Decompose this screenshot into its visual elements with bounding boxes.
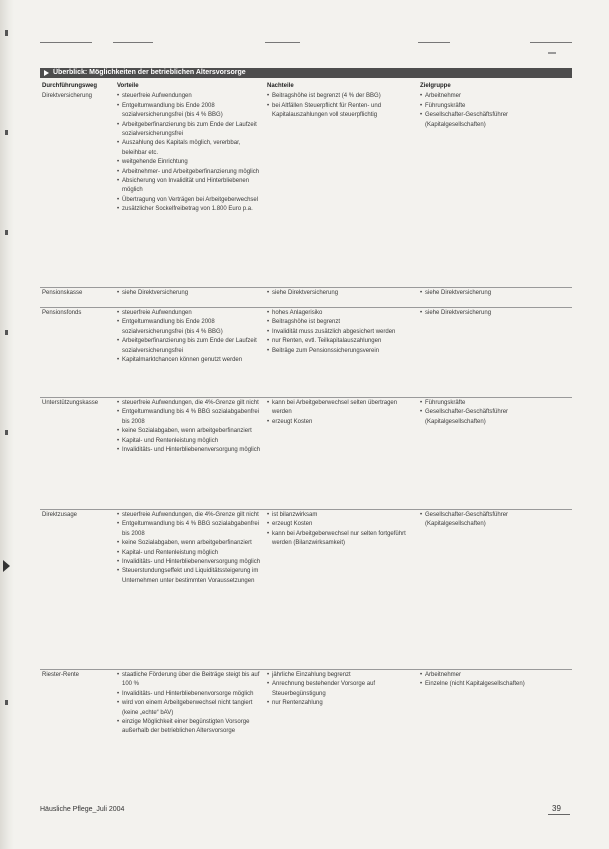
column-header: Zielgruppe [420, 83, 451, 89]
column-header: Vorteile [117, 83, 139, 89]
list-item: • Beiträge zum Pensionssicherungsverein [267, 347, 416, 356]
nachteile-list [267, 511, 416, 549]
list-item: • staatliche Förderung über die Beiträge steigt bis auf 100 % [117, 671, 263, 690]
list-item: • Arbeitgeberfinanzierung bis zum Ende der Laufzeit sozialversicherungsfrei [117, 121, 263, 140]
list-item: • zusätzlicher Sockelfreibetrag von 1.800 Euro p.a. [117, 205, 263, 214]
table-row [40, 509, 572, 669]
list-item: • Gesellschafter-Geschäftsführer (Kapitalgesellschaften) [420, 511, 570, 530]
cell-nachteile [265, 287, 418, 307]
list-item: • Arbeitnehmer [420, 671, 570, 680]
zielgruppe-list [420, 671, 570, 690]
list-item: • wird von einem Arbeitgeberwechsel nicht tangiert (keine „echte“ bAV) [117, 699, 263, 718]
nachteile-list [267, 399, 416, 427]
cell-vorteile [115, 509, 265, 669]
scan-edge-shadow [0, 0, 14, 849]
cell-durchfuehrungsweg: Unterstützungskasse [40, 397, 115, 509]
cell-vorteile [115, 397, 265, 509]
list-item: • erzeugt Kosten [267, 520, 416, 529]
list-item: • Einzelne (nicht Kapitalgesellschaften) [420, 680, 570, 689]
cell-durchfuehrungsweg: Direktversicherung [42, 93, 93, 100]
table-row [40, 397, 572, 509]
table-header-row [40, 82, 572, 91]
nachteile-list [267, 671, 416, 709]
list-item: • Invaliditäts- und Hinterbliebenenversorgung möglich [117, 558, 263, 567]
zielgruppe-list [420, 511, 570, 530]
page-number: 39 [552, 804, 561, 813]
cell-durchfuehrungsweg: Pensionsfonds [40, 307, 115, 397]
cell-zielgruppe [418, 509, 572, 669]
nachteile-list [267, 92, 416, 120]
list-item: • Invaliditäts- und Hinterbliebenenversorgung möglich [117, 446, 263, 455]
list-item: • Absicherung von Invalidität und Hinterbliebenen möglich [117, 177, 263, 196]
list-item: • ist bilanzwirksam [267, 511, 416, 520]
list-item: • steuerfreie Aufwendungen [117, 309, 263, 318]
list-item: • Arbeitnehmer [420, 92, 570, 101]
list-item: • steuerfreie Aufwendungen, die 4%-Grenze gilt nicht [117, 399, 263, 408]
list-item: • nur Rentenzahlung [267, 699, 416, 708]
cell-vorteile [115, 669, 265, 773]
list-item: • Gesellschafter-Geschäftsführer (Kapitalgesellschaften) [420, 111, 570, 130]
top-rule [40, 42, 92, 43]
cell-vorteile [115, 287, 265, 307]
list-item: • Führungskräfte [420, 102, 570, 111]
zielgruppe-list [420, 289, 570, 298]
column-header: Durchführungsweg [42, 83, 97, 89]
binding-mark [5, 700, 8, 705]
table-row [40, 91, 572, 287]
list-item: • nur Renten, evtl. Teilkapitalauszahlungen [267, 337, 416, 346]
list-item: • hohes Anlagerisiko [267, 309, 416, 318]
zielgruppe-list [420, 309, 570, 318]
list-item: • Beitragshöhe ist begrenzt [267, 318, 416, 327]
binding-mark [5, 30, 8, 36]
list-item: • bei Altfällen Steuerpflicht für Renten- und Kapitalauszahlungen voll steuerpflichtig [267, 102, 416, 121]
list-item: • Gesellschafter-Geschäftsführer (Kapitalgesellschaften) [420, 408, 570, 427]
vorteile-list [117, 671, 263, 737]
cell-nachteile [265, 509, 418, 669]
top-rule [418, 42, 450, 43]
cell-nachteile [265, 91, 418, 287]
list-item: • weitgehende Einrichtung [117, 158, 263, 167]
table-row [40, 669, 572, 773]
footer-rule [548, 814, 570, 815]
list-item: • einzige Möglichkeit einer begünstigten Vorsorge außerhalb der betrieblichen Altersvorsorge [117, 718, 263, 737]
cell-zielgruppe [418, 397, 572, 509]
list-item: • steuerfreie Aufwendungen [117, 92, 263, 101]
binding-mark [5, 430, 8, 435]
list-item: • Entgeltumwandlung bis 4 % BBG sozialabgabenfrei bis 2008 [117, 408, 263, 427]
vorteile-list [117, 309, 263, 365]
section-title: Überblick: Möglichkeiten der betrieblichen Altersvorsorge [53, 69, 246, 76]
cell-zielgruppe [418, 307, 572, 397]
column-header: Nachteile [267, 83, 294, 89]
cell-zielgruppe [418, 287, 572, 307]
list-item: • Kapital- und Rentenleistung möglich [117, 437, 263, 446]
list-item: • Entgeltumwandlung bis Ende 2008 sozialversicherungsfrei (bis 4 % BBG) [117, 318, 263, 337]
cell-zielgruppe [418, 91, 572, 287]
list-item: • steuerfreie Aufwendungen, die 4%-Grenze gilt nicht [117, 511, 263, 520]
list-item: • Steuerstundungseffekt und Liquiditätssteigerung im Unternehmen unter bestimmten Voraussetzungen [117, 567, 263, 586]
list-item: • Beitragshöhe ist begrenzt (4 % der BBG) [267, 92, 416, 101]
cell-vorteile [115, 307, 265, 397]
list-item: • erzeugt Kosten [267, 418, 416, 427]
section-header [40, 68, 572, 78]
vorteile-list [117, 289, 263, 298]
table-row [40, 307, 572, 397]
list-item: • Entgeltumwandlung bis 4 % BBG sozialabgabenfrei bis 2008 [117, 520, 263, 539]
nachteile-list [267, 289, 416, 298]
list-item: • siehe Direktversicherung [420, 289, 570, 298]
list-item: • Invalidität muss zusätzlich abgesichert werden [267, 328, 416, 337]
list-item: • Kapital- und Rentenleistung möglich [117, 549, 263, 558]
cell-nachteile [265, 307, 418, 397]
list-item: • Arbeitgeberfinanzierung bis zum Ende der Laufzeit sozialversicherungsfrei [117, 337, 263, 356]
top-rule [530, 42, 572, 43]
nachteile-list [267, 309, 416, 356]
list-item: • keine Sozialabgaben, wenn arbeitgeberfinanziert [117, 427, 263, 436]
zielgruppe-list [420, 92, 570, 130]
cell-zielgruppe [418, 669, 572, 773]
arrow-right-icon [3, 560, 10, 572]
list-item: • siehe Direktversicherung [267, 289, 416, 298]
cell-nachteile [265, 397, 418, 509]
list-item: • siehe Direktversicherung [117, 289, 263, 298]
cell-vorteile [115, 91, 265, 287]
binding-mark [5, 130, 8, 135]
list-item: • jährliche Einzahlung begrenzt [267, 671, 416, 680]
top-rule [113, 42, 153, 43]
list-item: • Arbeitnehmer- und Arbeitgeberfinanzierung möglich [117, 168, 263, 177]
list-item: • Übertragung von Verträgen bei Arbeitgeberwechsel [117, 196, 263, 205]
cell-durchfuehrungsweg: Direktzusage [40, 509, 115, 669]
list-item: • Kapitalmarktchancen können genutzt werden [117, 356, 263, 365]
list-item: • siehe Direktversicherung [420, 309, 570, 318]
overview-table [40, 82, 572, 773]
triangle-right-icon [44, 70, 49, 76]
top-mark [548, 52, 556, 54]
zielgruppe-list [420, 399, 570, 427]
footer-publication: Häusliche Pflege_Juli 2004 [40, 806, 125, 813]
top-rule [265, 42, 300, 43]
list-item: • keine Sozialabgaben, wenn arbeitgeberfinanziert [117, 539, 263, 548]
list-item: • Entgeltumwandlung bis Ende 2008 sozialversicherungsfrei (bis 4 % BBG) [117, 102, 263, 121]
cell-nachteile [265, 669, 418, 773]
vorteile-list [117, 399, 263, 455]
list-item: • kann bei Arbeitgeberwechsel selten übertragen werden [267, 399, 416, 418]
cell-durchfuehrungsweg: Pensionskasse [40, 287, 115, 307]
list-item: • Anrechnung bestehender Vorsorge auf Steuerbegünstigung [267, 680, 416, 699]
list-item: • kann bei Arbeitgeberwechsel nur selten fortgeführt werden (Bilanzwirksamkeit) [267, 530, 416, 549]
table-row [40, 287, 572, 307]
list-item: • Invaliditäts- und Hinterbliebenenvorsorge möglich [117, 690, 263, 699]
binding-mark [5, 230, 8, 235]
binding-mark [5, 330, 8, 335]
list-item: • Auszahlung des Kapitals möglich, vererbbar, beleihbar etc. [117, 139, 263, 158]
table-body [40, 91, 572, 773]
cell-durchfuehrungsweg: Riester-Rente [40, 669, 115, 773]
vorteile-list [117, 511, 263, 586]
list-item: • Führungskräfte [420, 399, 570, 408]
vorteile-list [117, 92, 263, 214]
